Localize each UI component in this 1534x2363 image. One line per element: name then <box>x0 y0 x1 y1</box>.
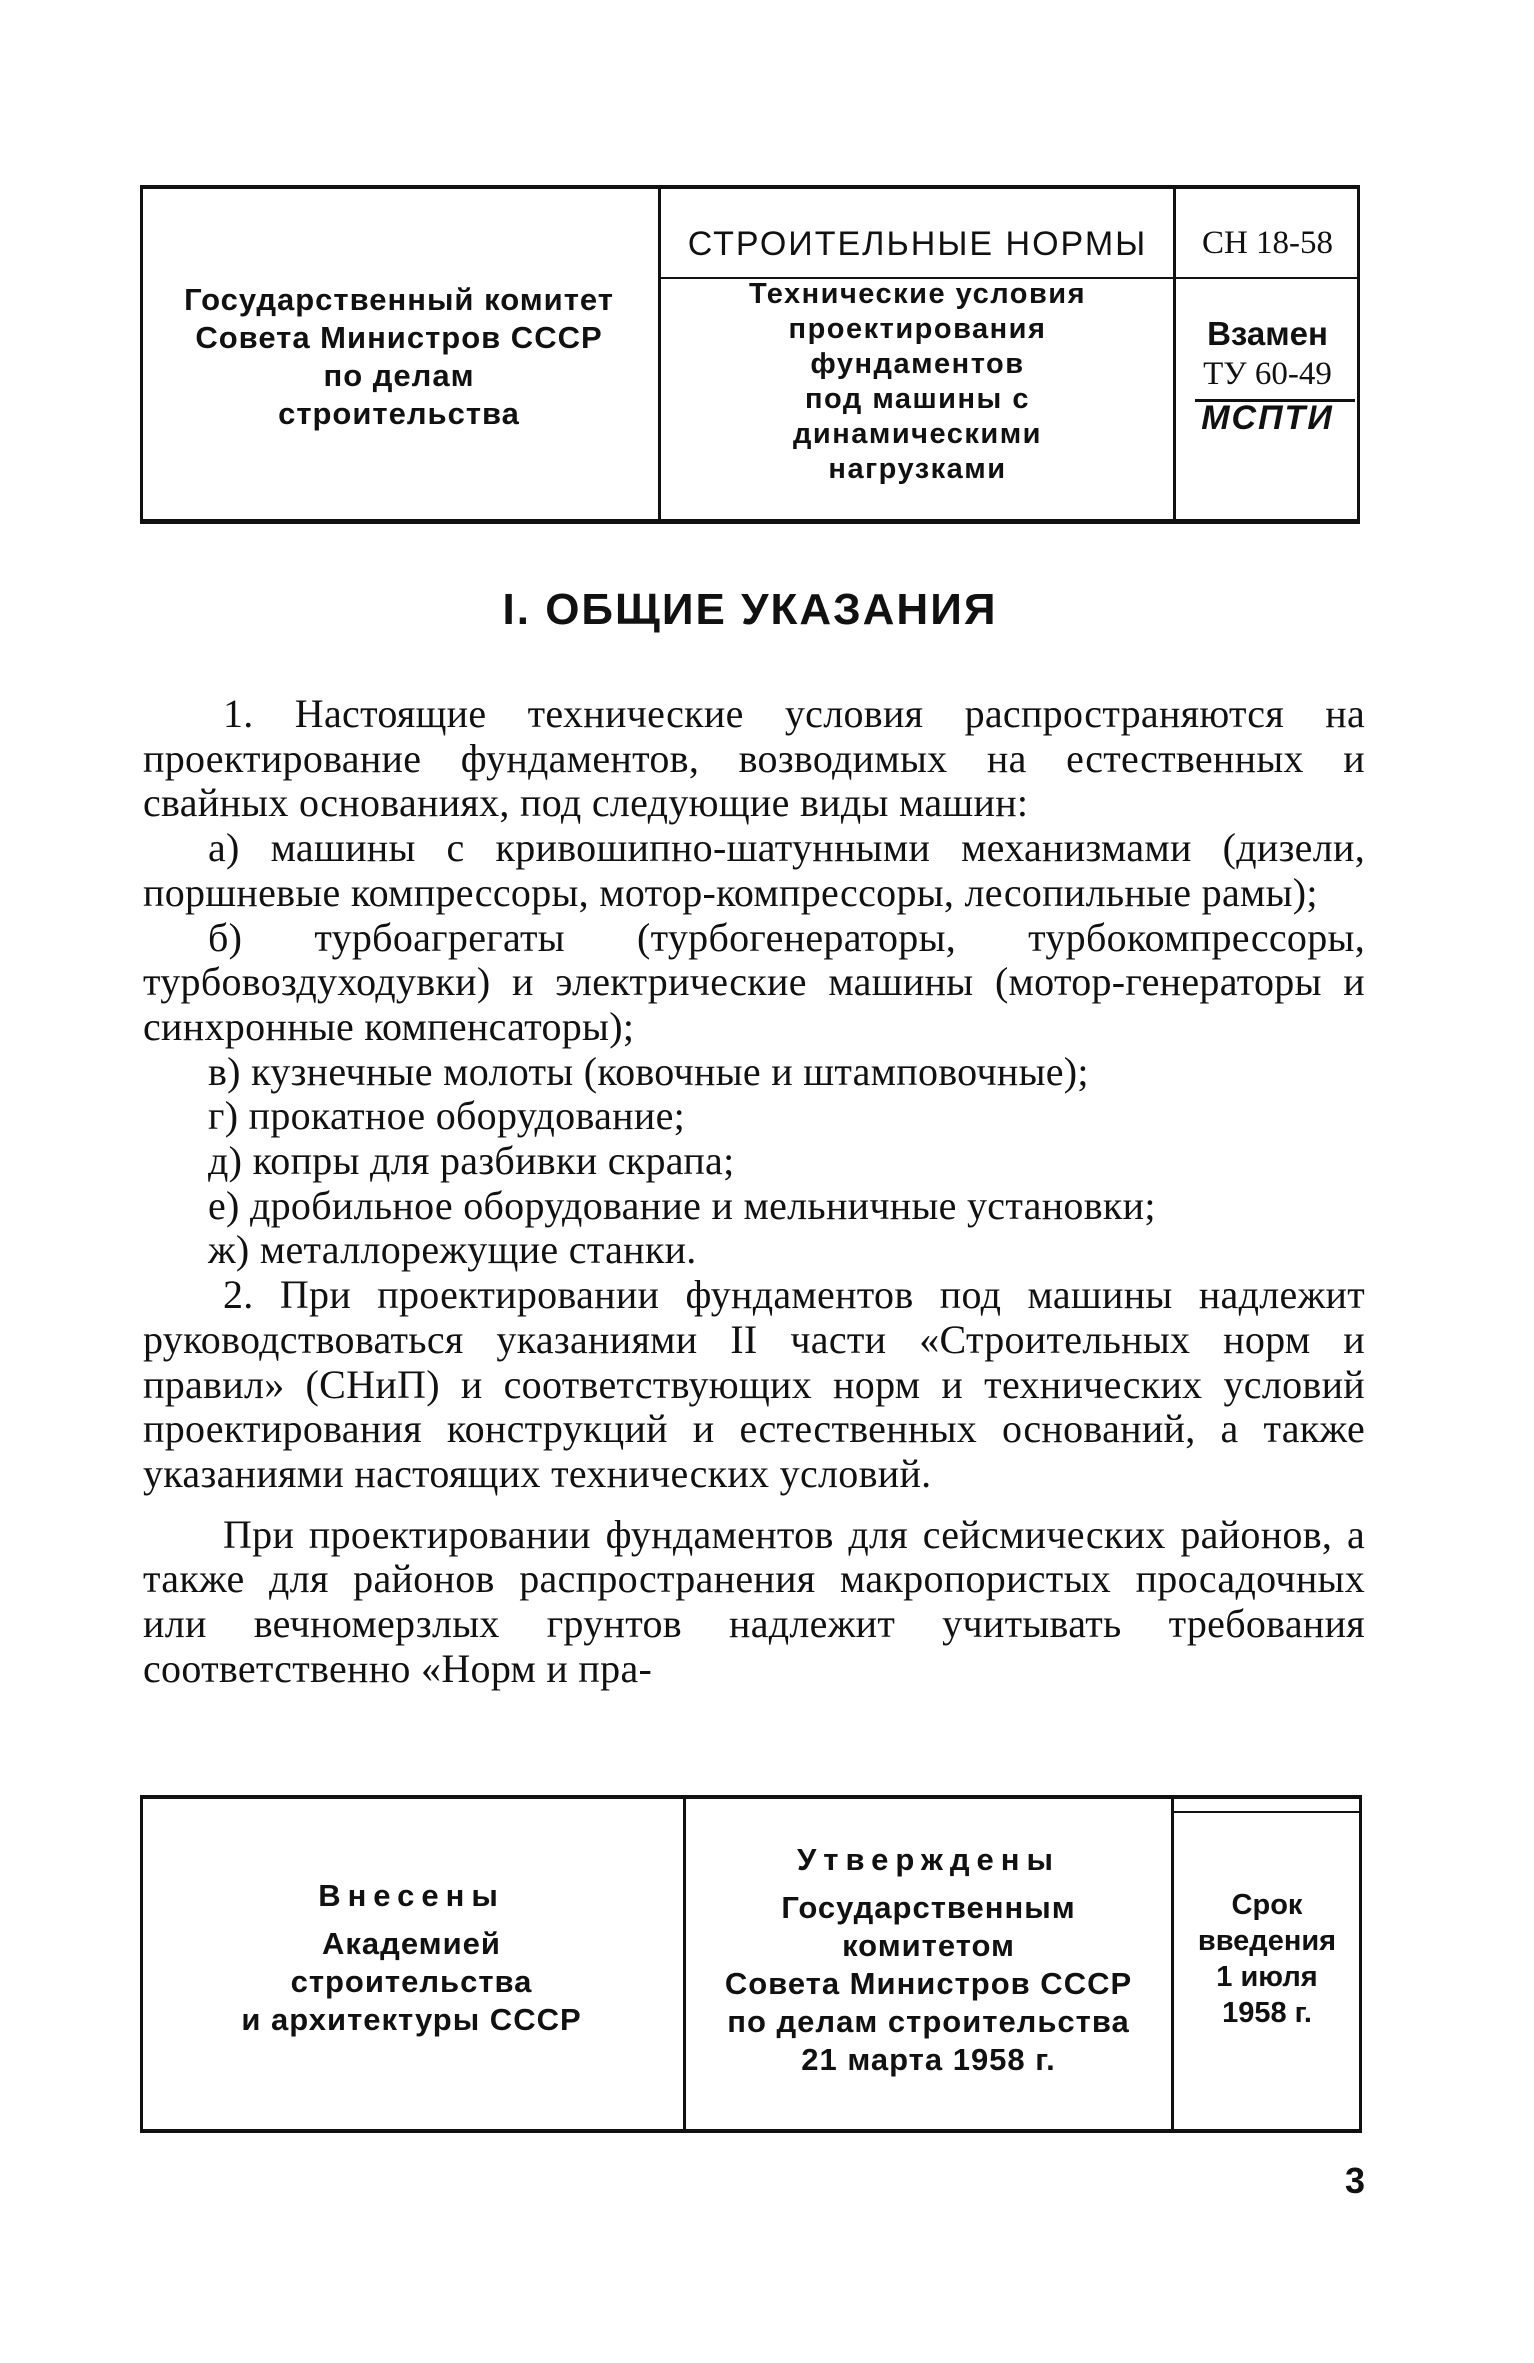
list-item: в) кузнечные молоты (ковочные и штамповочные); <box>208 1048 1089 1094</box>
title-line: под машины с <box>805 383 1030 415</box>
list-item: а) машины с кривошипно-шатунными механизмами (дизели, поршневые компрессоры, мотор-компрессоры, лесопильные рамы); <box>143 825 1365 915</box>
paragraph: 2. При проектировании фундаментов под машины надлежит руководствоваться указаниями II части «Строительных норм и правил» (СНиП) и соответствующих норм и технических условий проектирования конструкций и естественных оснований, а также указаниями настоящих технических условий. <box>143 1272 1365 1496</box>
introduced-label: Внесены <box>318 1878 505 1913</box>
committee-line: Совета Министров СССР <box>195 320 603 355</box>
effective-line: введения <box>1197 1925 1337 1957</box>
replaces-line: ТУ 60-49 <box>1203 356 1332 392</box>
footer-table <box>140 1795 1362 2133</box>
effective-line: 1958 г. <box>1222 1997 1312 2029</box>
introduced-line: Академией <box>322 1926 501 1961</box>
replaces-line: Взамен <box>1207 315 1328 352</box>
norms-title: СТРОИТЕЛЬНЫЕ НОРМЫ <box>687 225 1148 263</box>
organization: МСПТИ <box>1201 399 1334 437</box>
approved-line: Государственным <box>781 1890 1076 1925</box>
title-line: проектирования <box>788 313 1047 345</box>
approved-line: комитетом <box>842 1928 1015 1963</box>
list-item: д) копры для разбивки скрапа; <box>208 1138 735 1184</box>
title-line: Технические условия <box>748 278 1087 310</box>
list-item: б) турбоагрегаты (турбогенераторы, турбокомпрессоры, турбовоздуходувки) и электрические машины (мотор-генераторы и синхронные компенсаторы); <box>143 914 1365 1049</box>
document-title <box>660 277 1175 487</box>
effective-line: 1 июля <box>1216 1961 1318 1993</box>
approved-block <box>686 1841 1171 2079</box>
list-item: ж) металлорежущие станки. <box>208 1227 697 1273</box>
paragraph: 1. Настоящие технические условия распространяются на проектирование фундаментов, возводимых на естественных и свайных основаниях, под следующие виды машин: <box>143 691 1365 826</box>
approved-label: Утверждены <box>797 1842 1060 1877</box>
approved-line: Совета Министров СССР <box>724 1966 1133 2001</box>
title-line: нагрузками <box>828 453 1007 485</box>
introduced-line: строительства <box>290 1964 533 1999</box>
committee-line: строительства <box>278 396 520 431</box>
approved-line: по делам строительства <box>727 2004 1130 2039</box>
title-line: фундаментов <box>810 348 1025 380</box>
body-text <box>143 692 1365 1691</box>
document-code: СН 18-58 <box>1201 225 1334 261</box>
row-divider <box>1174 1811 1360 1813</box>
committee-line: по делам <box>323 358 475 393</box>
list-item: г) прокатное оборудование; <box>208 1093 686 1139</box>
section-title: I. ОБЩИЕ УКАЗАНИЯ <box>502 585 998 634</box>
issuing-committee <box>140 281 658 433</box>
effective-date-block <box>1174 1887 1360 2031</box>
paragraph: При проектировании фундаментов для сейсмических районов, а также для районов распространения макропористых просадочных или вечномерзлых грунтов надлежит учитывать требования соответственно «Норм и пра- <box>143 1511 1365 1691</box>
effective-line: Срок <box>1231 1889 1303 1921</box>
replaces-note <box>1175 314 1360 394</box>
title-line: динамическими <box>793 418 1042 450</box>
page-number: 3 <box>1344 2160 1365 2201</box>
header-table <box>140 185 1360 524</box>
committee-line: Государственный комитет <box>184 282 614 317</box>
list-item: е) дробильное оборудование и мельничные установки; <box>208 1182 1156 1228</box>
row-divider <box>1175 277 1360 279</box>
introduced-block <box>140 1877 683 2039</box>
introduced-line: и архитектуры СССР <box>241 2002 582 2037</box>
approved-line: 21 марта 1958 г. <box>801 2042 1056 2077</box>
